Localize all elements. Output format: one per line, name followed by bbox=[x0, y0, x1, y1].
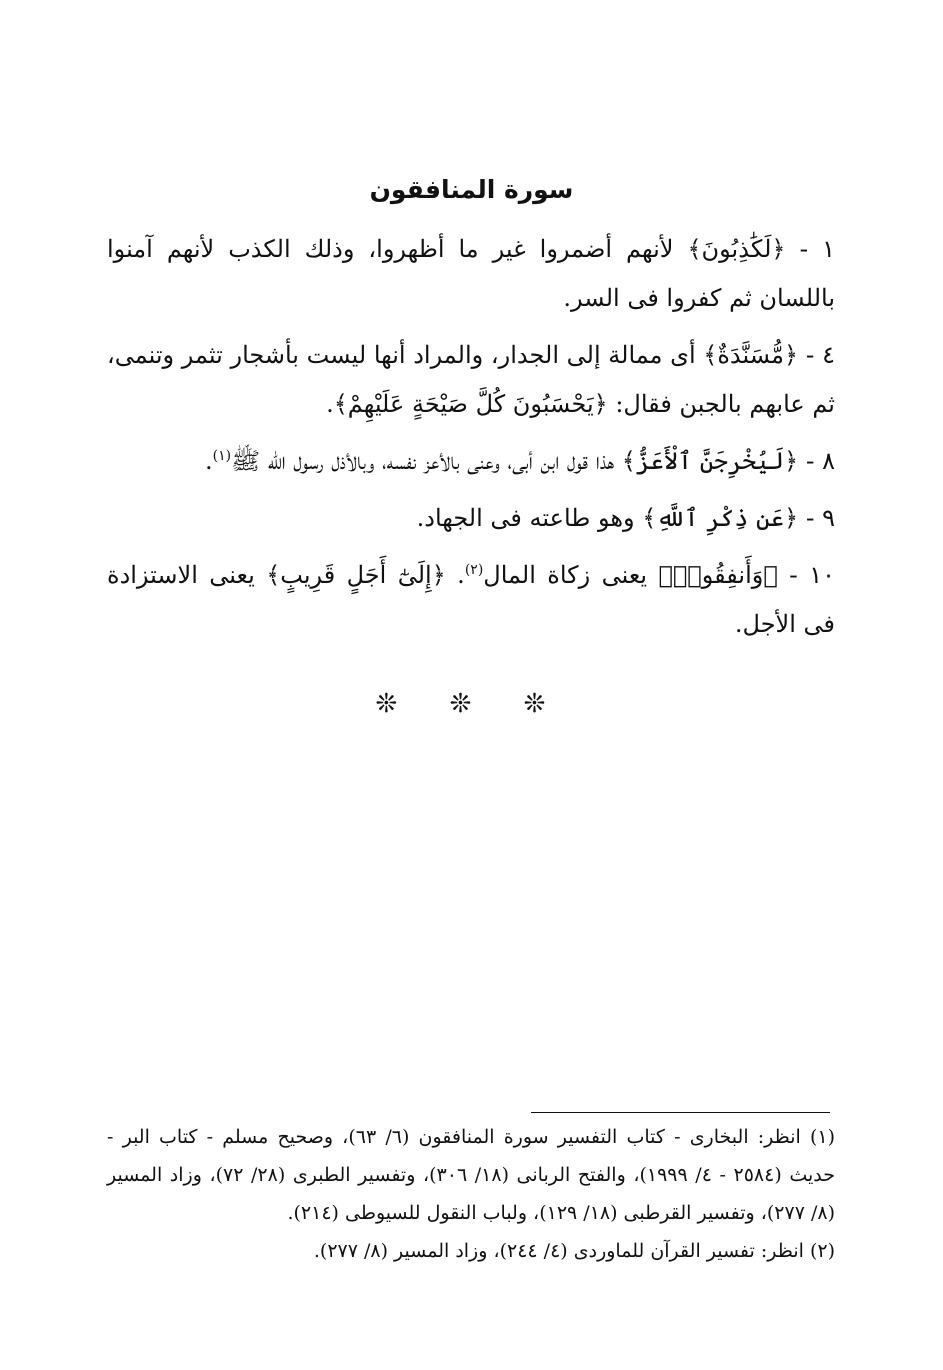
quran-quote: ﴿وَأَنفِقُوا۟﴾ bbox=[658, 561, 778, 589]
footnote-2: (٢) انظر: تفسير القرآن للماوردى (٤/ ٢٤٤)، وزاد المسير (٨/ ٢٧٧). bbox=[313, 1240, 835, 1262]
footnote-divider bbox=[531, 1112, 830, 1113]
entry-text: يعنى زكاة المال bbox=[483, 561, 648, 589]
entry-verse-9 bbox=[107, 494, 835, 543]
verse-number: ١٠ - bbox=[789, 561, 835, 589]
verse-number: ٤ - bbox=[805, 341, 835, 369]
footnote-1: (١) انظر: البخارى - كتاب التفسير سورة المنافقون (٦/ ٦٣)، وصحيح مسلم - كتاب البر - حديث (٢٥٨٤ - ٤/ ١٩٩٩)، والفتح الربانى (١٨/ ٣٠٦)، وتفسير الطبرى (٢٨/ ٧٢)، وزاد المسير (٨/ ٢٧٧)، وتفسير القرطبى (١٨/ ١٢٩)، ولباب النقول للسيوطى (٢١٤). bbox=[107, 1126, 836, 1224]
section-separator: ❊ ❊ ❊ bbox=[375, 689, 568, 719]
footnote-ref-1[interactable]: (١) bbox=[212, 448, 232, 464]
quran-quote: ﴿لَكَٰذِبُونَ﴾ bbox=[687, 235, 786, 263]
verse-number: ٩ - bbox=[805, 504, 835, 532]
surah-title: سورة المنافقون bbox=[369, 175, 574, 204]
entry-end-mark: . bbox=[457, 561, 465, 589]
quran-quote: ﴿مُّسَنَّدَةٌ﴾ bbox=[703, 341, 799, 369]
footnotes bbox=[107, 1118, 835, 1270]
entry-end-mark: . bbox=[326, 390, 334, 418]
commentary-entries bbox=[107, 225, 835, 657]
entry-verse-1 bbox=[107, 225, 835, 323]
entry-end-mark: . bbox=[205, 447, 213, 475]
entry-text: أى ممالة إلى الجدار، والمراد أنها ليست بأشجار تثمر وتنمى، ثم عابهم بالجبن فقال: bbox=[107, 341, 835, 418]
entry-verse-8 bbox=[107, 437, 835, 486]
footnote-ref-2[interactable]: (٢) bbox=[464, 562, 484, 578]
quran-quote: ﴿لَيُخْرِجَنَّ ٱلْأَعَزُّ﴾ bbox=[621, 447, 799, 475]
entry-verse-10 bbox=[107, 551, 835, 649]
entry-text: هذا قول ابن أبى، وعنى بالأعز نفسه، وبالأذل رسول الله ﷺ bbox=[231, 447, 615, 475]
verse-number: ١ - bbox=[799, 235, 835, 263]
quran-quote: ﴿عَن ذِكْرِ ٱللَّهِ﴾ bbox=[642, 504, 799, 532]
verse-number: ٨ - bbox=[805, 447, 835, 475]
quran-quote-secondary: ﴿إِلَىٰٓ أَجَلٍ قَرِيبٍ﴾ bbox=[266, 561, 446, 589]
entry-text: وهو طاعته فى الجهاد. bbox=[416, 504, 635, 532]
quran-quote-secondary: ﴿يَحْسَبُونَ كُلَّ صَيْحَةٍ عَلَيْهِمْ﴾ bbox=[333, 390, 608, 418]
entry-verse-4 bbox=[107, 331, 835, 429]
entry-text: لأنهم أضمروا غير ما أظهروا، وذلك الكذب لأنهم آمنوا باللسان ثم كفروا فى السر. bbox=[107, 235, 835, 312]
entry-text-secondary: يعنى الاستزادة فى الأجل. bbox=[107, 561, 835, 638]
